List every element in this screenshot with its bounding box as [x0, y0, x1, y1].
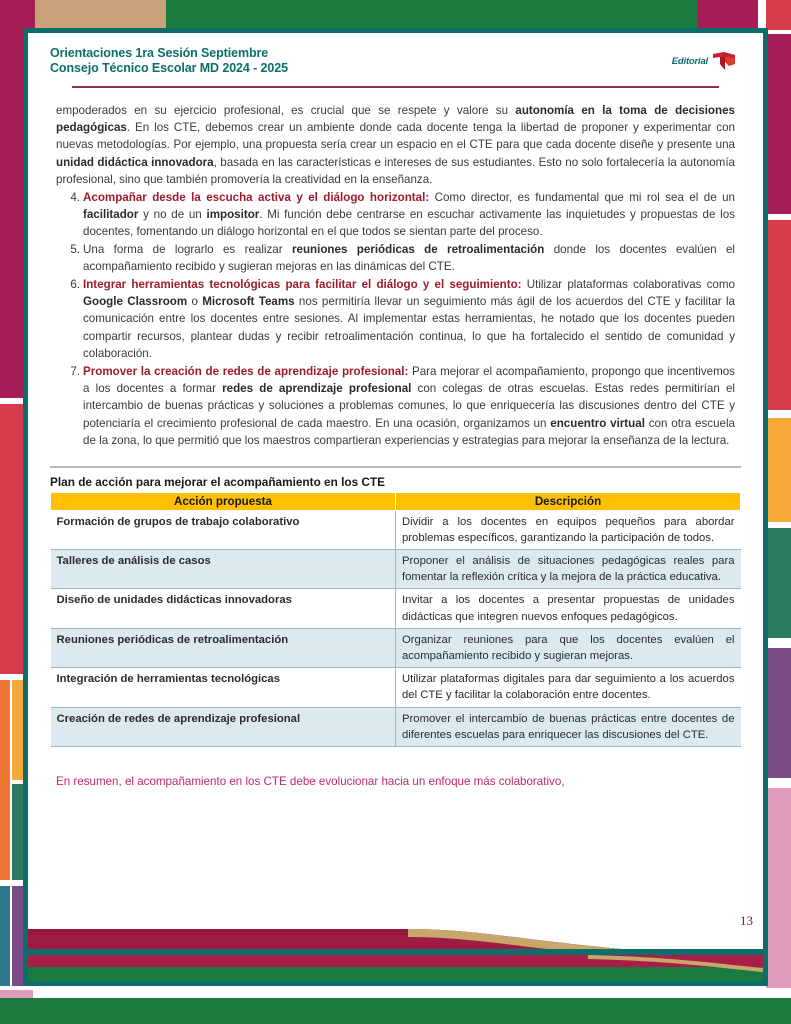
cell-descripcion: Organizar reuniones para que los docentes evalúen el acompañamiento recibido y sugieran mejoras. [396, 628, 741, 667]
intro-bold2: unidad didáctica innovadora [56, 155, 214, 169]
cell-accion: Diseño de unidades didácticas innovadoras [51, 589, 396, 628]
right-decor-red [766, 220, 791, 410]
page-number: 13 [740, 913, 753, 928]
brand-logo [672, 50, 737, 72]
footer-wave-decoration [28, 915, 768, 981]
right-decor-amber [766, 418, 791, 522]
cell-accion: Reuniones periódicas de retroalimentación [51, 628, 396, 667]
closing-paragraph: En resumen, el acompañamiento en los CTE debe evolucionar hacia un enfoque más colaborativo, [56, 775, 565, 789]
list-item-seg2: o [187, 294, 203, 308]
top-decor-red-block [766, 0, 791, 30]
right-decor-teal-green [766, 528, 791, 638]
list-item [56, 241, 735, 276]
cell-descripcion: Utilizar plataformas digitales para dar seguimiento a los acuerdos del CTE y facilitar la colaboración entre docentes. [396, 668, 741, 707]
cell-descripcion: Promover el intercambio de buenas prácticas entre docentes de diferentes escuelas para enriquecer las discusiones del CTE. [396, 707, 741, 746]
list-item [56, 276, 735, 363]
top-decor-tan-block [35, 0, 166, 28]
list-item-number: 6. [70, 277, 80, 291]
column-header-descripcion: Descripción [396, 492, 741, 510]
bottom-decor-green-band [0, 998, 791, 1024]
list-item-seg3: nos permitiría llevar un seguimiento más ágil de los acuerdos del CTE y facilitar la comunicación entre los docentes entre sesiones. Al implementar estas herramientas, he notado que los docentes pueden compartir recursos, plantear dudas y recibir retroalimentación continua, lo que ha fortalecido el sentido de comunidad y colaboración. [83, 294, 735, 361]
header-title-line2: Consejo Técnico Escolar MD 2024 - 2025 [50, 61, 288, 75]
header-title-line1: Orientaciones 1ra Sesión Septiembre [50, 46, 269, 60]
list-item-bold1: facilitador [83, 207, 139, 221]
list-item-bold2: encuentro virtual [550, 416, 645, 430]
list-item-lead: Promover la creación de redes de aprendizaje profesional: [83, 364, 409, 378]
table-row [51, 707, 741, 746]
table-row [51, 550, 741, 589]
intro-bold1: autonomía en la toma de decisiones pedagógicas [56, 103, 735, 134]
list-item-bold1: Google Classroom [83, 294, 188, 308]
table-row [51, 589, 741, 628]
cell-accion: Talleres de análisis de casos [51, 550, 396, 589]
list-item [56, 189, 735, 241]
list-item-seg3: con otra escuela de la zona, lo que permitió que los maestros compartieran experiencias y estrategias para mejorar la enseñanza de la lectura. [83, 416, 735, 448]
right-decor-magenta [766, 34, 791, 214]
list-item-lead: Integrar herramientas tecnológicas para facilitar el diálogo y el seguimiento: [83, 277, 522, 291]
intro-seg2: . En los CTE, debemos crear un ambiente donde cada docente tenga la libertad de proponer y experimentar con nuevas metodologías. Por ejemplo, una propuesta sería crear un espacio en el CTE para que cada docente diseñe y presente una [56, 120, 735, 152]
cell-accion: Formación de grupos de trabajo colaborativo [51, 510, 396, 549]
intro-seg1: empoderados en su ejercicio profesional, es crucial que se respete y valore su [56, 103, 516, 117]
list-item-seg2: donde los docentes evalúen el acompañamiento recibido y sugieran mejoras en las dinámicas del CTE. [83, 242, 736, 274]
intro-seg3: , basada en las características e intereses de sus estudiantes. Esto no solo fortalecería la autonomía profesional, sino que también promovería la creatividad en la enseñanza. [56, 155, 735, 187]
list-item-lead: Acompañar desde la escucha activa y el diálogo horizontal: [83, 190, 430, 204]
table-head [51, 492, 741, 510]
list-item-number: 4. [70, 190, 80, 204]
table-row [51, 628, 741, 667]
list-item-seg3: . Mi función debe centrarse en escuchar activamente las inquietudes y propuestas de los docentes, fomentando un diálogo horizontal en el que todos se sientan parte del proceso. [83, 207, 735, 239]
list-item-bold1: redes de aprendizaje profesional [222, 382, 412, 395]
editorial-md-logo-icon [711, 50, 737, 72]
document-header [28, 33, 763, 88]
list-item-bold1: reuniones periódicas de retroalimentación [292, 242, 545, 256]
list-item-seg1: Como director, es fundamental que mi rol sea el de un [429, 190, 736, 204]
plan-table [50, 492, 741, 747]
table-top-rule [50, 466, 741, 468]
left-decor-steel-blue [0, 886, 10, 986]
list-item-bold2: Microsoft Teams [202, 294, 295, 308]
table-row [51, 510, 741, 549]
cell-descripcion: Dividir a los docentes en equipos pequeños para abordar problemas específicos, garantizando la participación de todos. [396, 510, 741, 549]
document-card [23, 28, 768, 986]
numbered-list [56, 189, 735, 450]
header-divider-rule [72, 86, 719, 88]
list-item-number: 7. [70, 364, 80, 378]
list-item [56, 363, 735, 450]
plan-table-section [50, 466, 741, 747]
table-body [51, 510, 741, 746]
intro-paragraph [56, 102, 735, 189]
top-decor-magenta-block [698, 0, 758, 30]
list-item-bold2: impositor [206, 207, 260, 221]
top-decor-green-block [166, 0, 698, 28]
list-item-seg1: Para mejorar el acompañamiento, propongo que incentivemos a los docentes a formar [83, 364, 735, 395]
table-header-row [51, 492, 741, 510]
list-item-seg1: Utilizar plataformas colaborativas como [521, 277, 735, 291]
list-item-number: 5. [70, 242, 80, 256]
table-row [51, 668, 741, 707]
top-decor-gap [758, 0, 766, 30]
column-header-accion: Acción propuesta [51, 492, 396, 510]
document-body [28, 88, 763, 450]
list-item-seg2: y no de un [138, 207, 207, 221]
right-decor-purple [766, 648, 791, 778]
cell-accion: Creación de redes de aprendizaje profesional [51, 707, 396, 746]
cell-accion: Integración de herramientas tecnológicas [51, 668, 396, 707]
left-decor-orange-lower [0, 680, 10, 880]
brand-name-label: Editorial [671, 55, 708, 67]
table-caption: Plan de acción para mejorar el acompañamiento en los CTE [50, 474, 386, 489]
cell-descripcion: Proponer el análisis de situaciones pedagógicas reales para fomentar la reflexión crítica y la mejora de la práctica educativa. [396, 550, 741, 589]
cell-descripcion: Invitar a los docentes a presentar propuestas de unidades didácticas que integren nuevos enfoques pedagógicos. [396, 589, 741, 628]
list-item-seg1: Una forma de lograrlo es realizar [83, 242, 292, 256]
list-item-seg2: con colegas de otras escuelas. Estas redes permitirían el intercambio de buenas prácticas y soluciones a problemas comunes, lo que enriquecería las discusiones dentro del CTE y potenciaría el crecimiento profesional de cada maestro. En una ocasión, organizamos un [83, 382, 736, 430]
right-decor-pink [766, 788, 791, 988]
